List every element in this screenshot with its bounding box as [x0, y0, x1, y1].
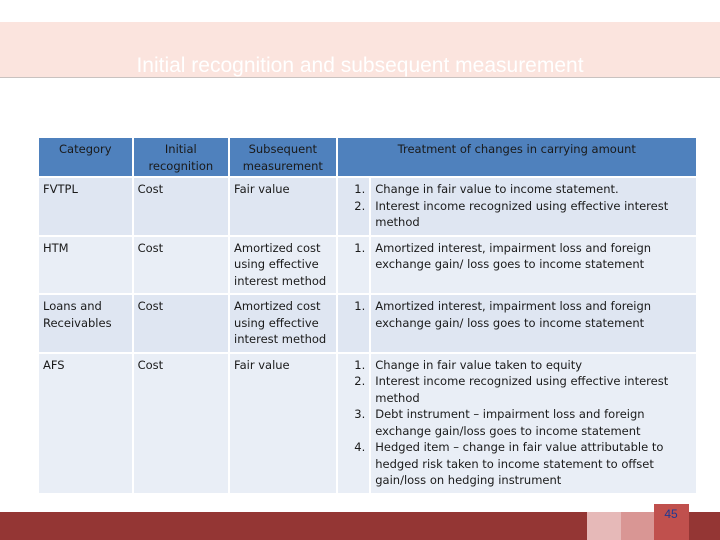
cell-subsequent: Fair value	[230, 354, 336, 493]
table-row	[39, 178, 696, 235]
list-number: 3.	[354, 407, 366, 421]
cell-treatment	[371, 354, 696, 493]
list-number: 1.	[354, 182, 366, 196]
list-number: 1.	[354, 299, 366, 313]
list-number: 1.	[354, 357, 366, 372]
header-initial-recognition: Initial recognition	[134, 138, 228, 176]
header-subsequent-measurement: Subsequent measurement	[230, 138, 336, 176]
list-item: Amortized interest, impairment loss and foreign exchange gain/ loss goes to income statement	[375, 240, 652, 271]
cell-treatment-numbers	[338, 178, 370, 235]
header-treatment: Treatment of changes in carrying amount	[338, 138, 696, 176]
table-row	[39, 354, 696, 493]
footer-accent-block	[621, 512, 654, 540]
cell-category: FVTPL	[39, 178, 132, 235]
table-header-row	[39, 138, 696, 176]
cell-initial: Cost	[134, 237, 228, 294]
slide-title: Initial recognition and subsequent measurement	[136, 54, 584, 77]
header-category: Category	[39, 138, 132, 176]
cell-subsequent: Amortized cost using effective interest method	[230, 237, 336, 294]
cell-category: HTM	[39, 237, 132, 294]
cell-subsequent: Fair value	[230, 178, 336, 235]
title-band	[0, 22, 720, 78]
cell-initial: Cost	[134, 178, 228, 235]
list-item: Debt instrument – impairment loss and foreign exchange gain/loss goes to income statement	[375, 407, 645, 438]
measurement-table	[37, 136, 698, 495]
cell-category: Loans and Receivables	[39, 295, 132, 352]
cell-treatment	[371, 178, 696, 235]
table-row	[39, 237, 696, 294]
cell-treatment	[371, 295, 696, 352]
cell-initial: Cost	[134, 295, 228, 352]
cell-treatment-numbers	[338, 295, 370, 352]
list-number: 2.	[354, 198, 366, 213]
footer-accent-block	[587, 512, 621, 540]
list-item: Amortized interest, impairment loss and foreign exchange gain/ loss goes to income statement	[375, 299, 652, 330]
list-number: 1.	[354, 240, 366, 255]
table-row	[39, 295, 696, 352]
list-item: Interest income recognized using effective interest method	[375, 198, 669, 229]
cell-treatment-numbers	[338, 354, 370, 493]
page-number: 45	[664, 507, 678, 521]
cell-initial: Cost	[134, 354, 228, 493]
list-item: Hedged item – change in fair value attributable to hedged risk taken to income statement to offset gain/loss on hedging instrument	[375, 440, 664, 487]
cell-category: AFS	[39, 354, 132, 493]
list-number: 2.	[354, 374, 366, 388]
list-item: Change in fair value taken to equity	[375, 357, 583, 372]
list-item: Interest income recognized using effective interest method	[375, 374, 669, 405]
footer-bar	[0, 512, 587, 540]
footer-accent-block	[689, 512, 720, 540]
cell-treatment-numbers	[338, 237, 370, 294]
cell-treatment	[371, 237, 696, 294]
cell-subsequent: Amortized cost using effective interest method	[230, 295, 336, 352]
list-item: Change in fair value to income statement.	[375, 182, 619, 196]
list-number: 4.	[354, 440, 366, 454]
